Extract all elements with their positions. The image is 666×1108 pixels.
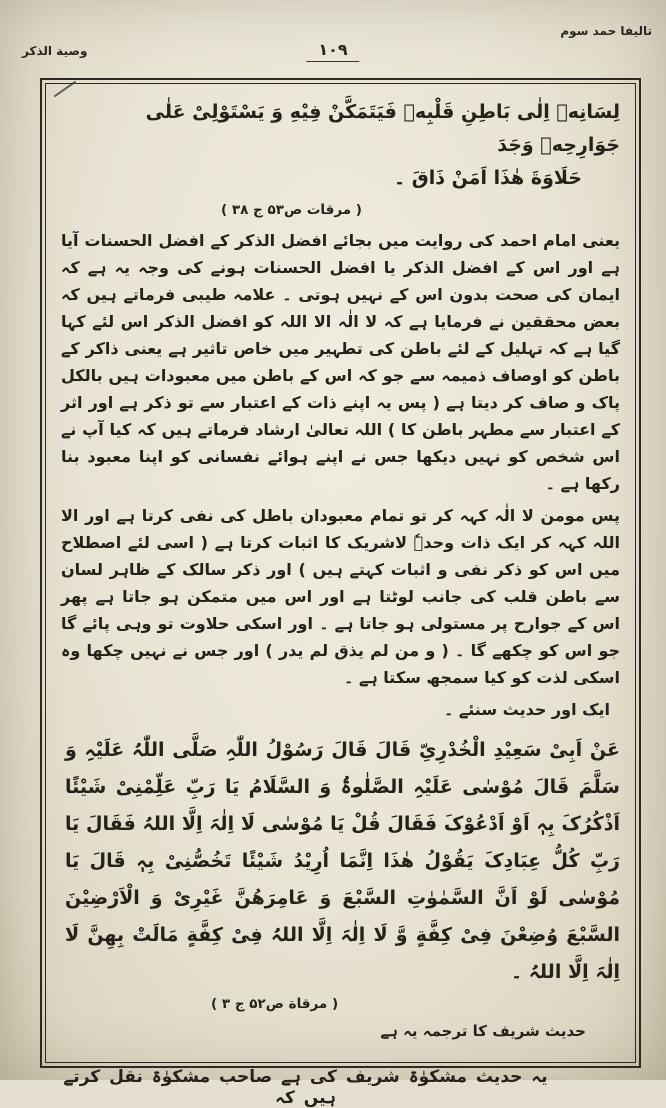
header-book-title: تالیفا حمد سوم xyxy=(560,24,652,38)
citation-mirqat-1: ( مرقات ص۵۳ ج ۳۸ ) xyxy=(221,202,362,218)
page-border-frame xyxy=(40,78,641,1108)
page-number: ۱۰۹ xyxy=(306,40,359,62)
next-hadith-subheading: ایک اور حدیث سنئے ۔ xyxy=(443,700,610,719)
closing-source-line: یہ حدیث مشکوٰۃ شریف کی ہے صاحب مشکوٰۃ نقل کرتے ہیں کہ xyxy=(63,1067,548,1108)
citation-mirqat-2: ( مرقاة ص۵۲ ج ۳ ) xyxy=(211,996,339,1012)
urdu-commentary-paragraph-2: پس مومن لا الٰہ کہہ کر تو تمام معبودان باطل کی نفی کرتا ہے اور الا اللہ کہہ کر ایک ذات وحدہٗ لاشریک کا اثبات کرتا ہے ( اسی لئے اصطلاح میں اس کو ذکر نفی و اثبات کہتے ہیں ) اور ذکر سالک کے ظاہر لسان سے باطن قلب کی جانب لوٹتا ہے اور اس میں متمکن ہو جاتا ہے پھر اس کے جوارح پر مستولی ہو جاتا ہے ۔ اور اسکی حلاوت تو وہی پائے گا جو اس کو چکھے گا ۔ ( و من لم یذق لم یدر ) اور جس نے نہیں چکھا وہ اسکی لذت کو کیا سمجھ سکتا ہے ۔ xyxy=(61,506,620,687)
corner-ink-mark xyxy=(54,81,76,98)
header-section-title: وصیة الذکر xyxy=(22,44,88,58)
hadith-arabic-passage: عَنْ اَبِیْ سَعِیْدِ الْخُدْرِیِّ قَالَ قَالَ رَسُوْلُ اللّٰہِ صَلَّی اللّٰہُ عَلَیْہِ وَ سَلَّمَ قَالَ مُوْسٰی عَلَیْہِ الصَّلٰوۃُ وَ السَّلَامُ یَا رَبِّ عَلِّمْنِیْ شَیْئًا اَذْکُرُکَ بِہٖ اَوْ اَدْعُوْکَ فَقَالَ قُلْ یَا مُوْسٰی لَا اِلٰہَ اِلَّا اللہُ فَقَالَ یَا رَبِّ کُلُّ عِبَادِکَ یَقُوْلُ ھٰذَا اِنَّمَا اُرِیْدُ شَیْئًا تَخُصُّنِیْ بِہٖ قَالَ یَا مُوْسٰی لَوْ اَنَّ السَّمٰوٰتِ السَّبْعَ وَ عَامِرَھُنَّ غَیْرِیْ وَ الْاَرْضِیْنَ السَّبْعَ وُضِعْنَ فِیْ کِفَّةٍ وَّ لَا اِلٰہَ اِلَّا اللہُ فِیْ کِفَّةٍ مَالَتْ بِھِنَّ لَا اِلٰہَ اِلَّا اللہُ ۔ xyxy=(65,739,620,983)
opening-arabic-passage xyxy=(61,96,620,195)
opening-arabic-line-1: لِسَانِهٖ اِلٰی بَاطِنِ قَلْبِهٖ فَیَتَمَکَّنْ فِیْهِ وَ یَسْتَوْلِیْ عَلٰی جَوَارِحِهٖ وَجَدَ xyxy=(145,101,620,156)
urdu-commentary-paragraph-1: یعنی امام احمد کی روایت میں بجائے افضل الذکر کے افضل الحسنات آیا ہے اور اس کے افضل الذکر یا افضل الحسنات ہونے کی وجہ یہ ہے کہ ایمان کی صحت بدون اس کے نہیں ہوتی ۔ علامہ طیبی فرماتے ہیں کہ بعض محققین نے فرمایا ہے کہ لا الٰہ الا اللہ کو افضل الذکر اس لئے کہا گیا ہے کہ تہلیل کے لئے باطن کی تطہیر میں خاص تاثیر ہے یعنی ذاکر کے باطن کو اوصاف ذمیمہ سے جو کہ اس کے باطن میں معبودات ہیں بالکل پاک و صاف کر دیتا ہے ( پس یہ اپنے ذات کے اعتبار سے تو ذکر ہے اور اثر کے اعتبار سے مطہر باطن کا ) اللہ تعالیٰ ارشاد فرماتے ہیں کہ کیا آپ نے اس شخص کو نہیں دیکھا جس نے اپنے ہوائے نفسانی کو اپنا معبود بنا رکھا ہے ۔ xyxy=(61,231,620,493)
translation-heading: حدیث شریف کا ترجمہ یہ ہے xyxy=(380,1022,586,1040)
page-content-area xyxy=(45,83,636,1108)
opening-arabic-line-2: حَلَاوَةَ ھٰذَا اَمَنْ ذَاقَ ۔ xyxy=(393,167,582,189)
